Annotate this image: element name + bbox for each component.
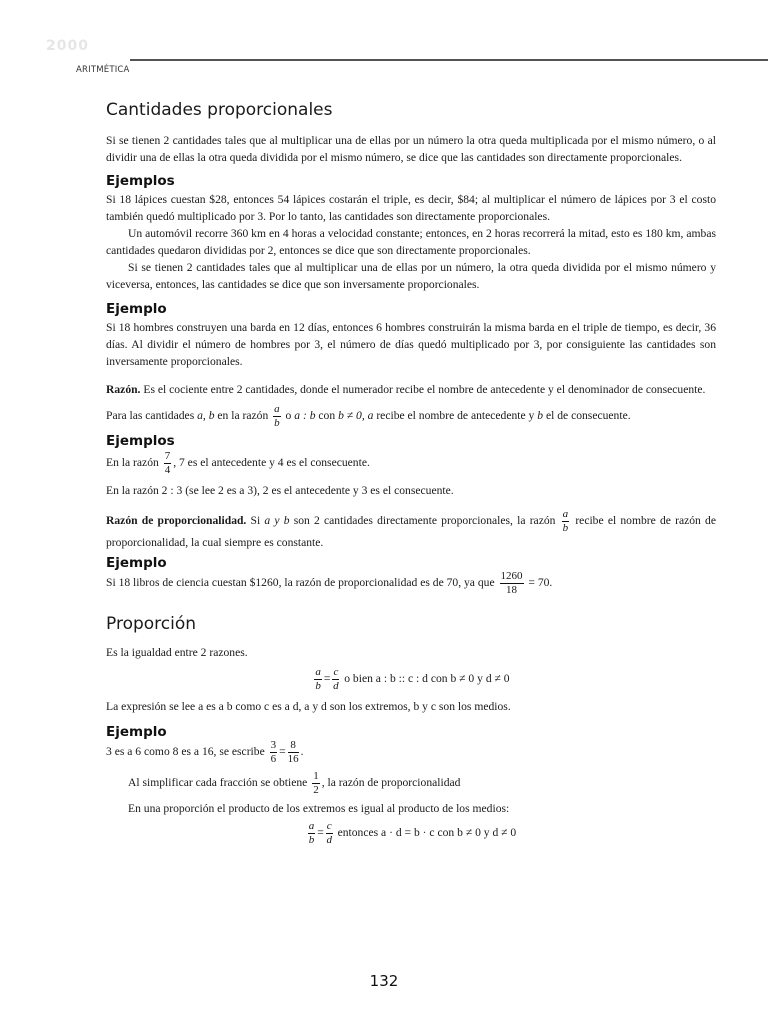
var: b <box>537 409 544 423</box>
page-number: 132 <box>369 972 399 990</box>
equation-tail: entonces a · d = b · c con b ≠ 0 y d ≠ 0 <box>334 826 517 840</box>
text: Para las cantidades <box>106 409 198 423</box>
text: , la razón de proporcionalidad <box>321 776 461 790</box>
paragraph-razon-ex2: En la razón 2 : 3 (se lee 2 es a 3), 2 es el antecedente y 3 es el consecuente. <box>106 484 454 497</box>
paragraph-example-2: Un automóvil recorre 360 km en 4 horas a velocidad constante; entonces, en 2 horas recorrerá la mitad, esto es 180 km, ambas cantidades quedaron divididas por 2, entonces se dice que son directamente proporcionales. <box>106 227 716 257</box>
denominator: 18 <box>506 584 517 596</box>
paragraph-proporcion-def: Es la igualdad entre 2 razones. <box>106 646 248 659</box>
fraction-a-b <box>314 667 322 692</box>
heading-ejemplos-2: Ejemplos <box>106 433 175 449</box>
fraction-3-6 <box>270 740 278 765</box>
numerator: 3 <box>270 739 277 751</box>
fraction-1-2 <box>312 771 320 796</box>
expr: a : b <box>294 409 316 423</box>
equation-tail: o bien a : b :: c : d con b ≠ 0 y d ≠ 0 <box>341 672 510 686</box>
text: con <box>315 409 339 423</box>
section-title-proporcion: Proporción <box>106 614 197 634</box>
numerator: a <box>308 820 315 832</box>
header-watermark: 2000 <box>46 38 89 54</box>
equation-proportion: $\frac{a}{b}$ = $\frac{c}{d}$ o bien a : b :: c : d con b ≠ 0 y d ≠ 0 <box>315 666 510 692</box>
denominator: d <box>326 834 332 846</box>
denominator: 6 <box>270 753 277 765</box>
equation-product: $\frac{a}{b}$ = $\frac{c}{d}$ entonces a · d = b · c con b ≠ 0 y d ≠ 0 <box>308 820 517 846</box>
text: Si <box>246 514 265 528</box>
paragraph-razon-ex1 <box>106 451 716 476</box>
running-header: ARITMÉTICA <box>76 65 130 75</box>
section-title-cantidades: Cantidades proporcionales <box>106 100 333 120</box>
numerator: a <box>274 403 280 415</box>
denominator: d <box>333 680 339 692</box>
denominator: b <box>562 522 569 534</box>
paragraph-rprop-ex <box>106 571 716 596</box>
fraction-c-d <box>332 667 339 692</box>
fraction-a-b <box>273 404 281 429</box>
text: = 70. <box>525 576 553 590</box>
text: son 2 cantidades directamente proporcionales, la razón <box>289 514 560 528</box>
paragraph-razon-def <box>106 381 716 398</box>
text: Al simplificar cada fracción se obtiene <box>128 776 311 790</box>
fraction-a-b <box>308 821 316 846</box>
paragraph-razon-line <box>106 404 716 429</box>
paragraph-proporcion-ex: 3 es a 6 como 8 es a 16, se escribe $\frac{3}{6}$ = $\frac{8}{16}$ . <box>106 739 304 765</box>
paragraph-intro: Si se tienen 2 cantidades tales que al multiplicar una de ellas por un número la otra queda multiplicada por el mismo número, o al dividir una de ellas la otra queda dividida por el mismo número, se dice que las cantidades son directamente proporcionales. <box>106 134 716 164</box>
fraction-7-4 <box>164 451 172 476</box>
denominator: b <box>308 834 315 846</box>
text: el de consecuente. <box>543 409 631 423</box>
text: En la razón <box>106 456 162 470</box>
text: o <box>282 409 295 423</box>
paragraph-example-3: Si 18 hombres construyen una barda en 12 días, entonces 6 hombres construirán la misma barda en el triple de tiempo, es decir, 36 días. Al dividir el número de hombres por 3, el número de días quedó multiplicado por 3, por consiguiente las cantidades son inversamente proporcionales. <box>106 321 716 368</box>
denominator: 16 <box>287 753 299 765</box>
page-content <box>106 100 716 846</box>
text: Si 18 libros de ciencia cuestan $1260, la razón de proporcionalidad es de 70, ya que <box>106 576 498 590</box>
term-razon-proporcionalidad: Razón de proporcionalidad. <box>106 514 247 528</box>
heading-ejemplo-3: Ejemplo <box>106 724 167 740</box>
paragraph-razon-prop <box>106 509 716 551</box>
numerator: a <box>562 508 569 520</box>
numerator: 7 <box>164 450 171 462</box>
razon-definition: Es el cociente entre 2 cantidades, donde el numerador recibe el nombre de antecedente y el denominador de consecuente. <box>140 383 706 396</box>
denominator: b <box>315 680 321 692</box>
paragraph-proporcion-read: La expresión se lee a es a b como c es a d, a y d son los extremos, b y c son los medios. <box>106 700 511 713</box>
fraction-a-b <box>562 509 570 534</box>
fraction-8-16 <box>288 740 299 765</box>
heading-ejemplo-1: Ejemplo <box>106 301 167 317</box>
numerator: a <box>315 666 321 678</box>
numerator: c <box>326 820 332 832</box>
expr: b ≠ 0, a <box>338 409 374 423</box>
paragraph-product: En una proporción el producto de los extremos es igual al producto de los medios: <box>128 802 510 815</box>
paragraph-example-1: Si 18 lápices cuestan $28, entonces 54 lápices costarán el triple, es decir, $84; al multiplicar el número de lápices por 3 el costo también quedó multiplicado por 3. Por lo tanto, las cantidades son directamente proporcionales. <box>106 193 716 223</box>
text: recibe el nombre de antecedente y <box>373 409 538 423</box>
denominator: 2 <box>313 784 319 796</box>
text: recibe el nombre de razón de proporcionalidad, la cual siempre es constante. <box>106 514 716 549</box>
text: 3 es a 6 como 8 es a 16, se escribe <box>106 745 268 759</box>
vars: a y b <box>264 514 290 528</box>
numerator: 8 <box>288 740 299 753</box>
paragraph-inverse: Si se tienen 2 cantidades tales que al multiplicar una de ellas por un número, la otra queda dividida por el mismo número y viceversa, entonces, las cantidades se dice que son inversamente proporcionales. <box>106 261 716 291</box>
paragraph-simplify <box>128 771 716 796</box>
heading-ejemplo-2: Ejemplo <box>106 555 167 571</box>
heading-ejemplos-1: Ejemplos <box>106 173 175 189</box>
fraction-1260-18 <box>500 571 524 596</box>
numerator: 1260 <box>500 570 523 582</box>
denominator: 4 <box>164 464 171 476</box>
text: , 7 es el antecedente y 4 es el consecuente. <box>173 456 370 470</box>
numerator: c <box>333 666 339 678</box>
denominator: b <box>274 417 280 429</box>
header-rule <box>130 59 768 61</box>
text: en la razón <box>214 409 272 423</box>
var: a, b <box>197 409 215 423</box>
fraction-c-d <box>326 821 333 846</box>
numerator: 1 <box>313 770 319 782</box>
term-razon: Razón. <box>106 383 141 396</box>
